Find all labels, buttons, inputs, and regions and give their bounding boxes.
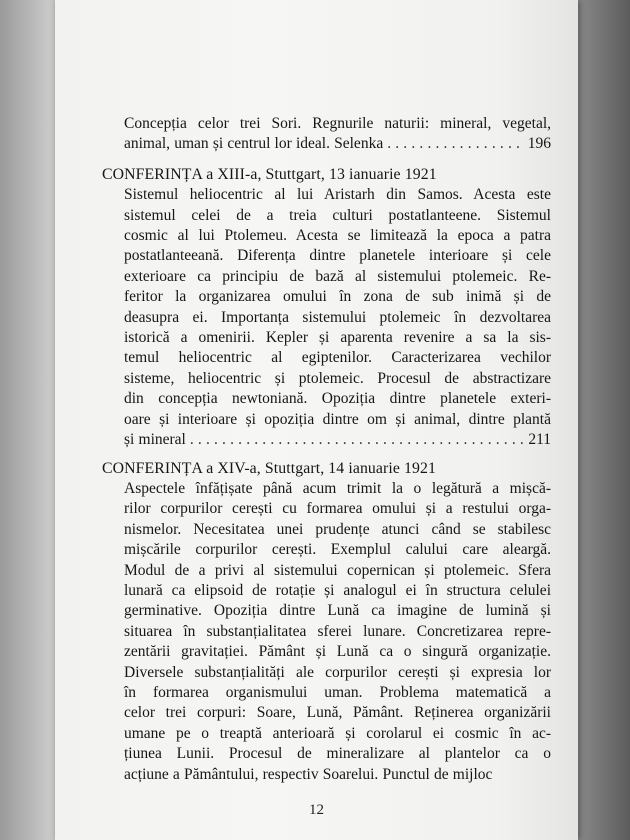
toc-entry bbox=[99, 114, 551, 155]
summary-line: mișcările corpurilor cerești. Exemplul calului care aleargă. bbox=[124, 541, 551, 559]
toc-entry bbox=[99, 459, 551, 786]
summary-line: nismelor. Necesitatea unei prudențe atunci când se stabilesc bbox=[124, 520, 551, 538]
table-of-contents bbox=[99, 114, 551, 793]
summary-line: temul heliocentric al egiptenilor. Caracterizarea vechilor bbox=[124, 349, 551, 367]
summary-last-line bbox=[124, 430, 551, 450]
leader-dots bbox=[190, 430, 524, 450]
summary-line: sistemul celei de a treia culturi postatlanteene. Sistemul bbox=[124, 206, 551, 224]
summary-line-text: și mineral bbox=[124, 431, 186, 449]
summary-line: umane pe o treaptă anterioară și corolarul ei cosmic în ac- bbox=[124, 724, 551, 742]
summary-line: situarea în substanțialitatea sferei lunare. Concretizarea repre- bbox=[124, 622, 551, 640]
summary-line: sisteme, heliocentric și ptolemeic. Procesul de abstractizare bbox=[124, 369, 551, 387]
summary-line: acțiune a Pământului, respectiv Soarelui. Punctul de mijloc bbox=[124, 765, 493, 783]
summary-line: lunară ca elipsoid de rotație și analogul ei în structura celulei bbox=[124, 581, 551, 599]
summary-line: cosmic al lui Ptolemeu. Acesta se limitează la epoca a patra bbox=[124, 227, 551, 245]
summary-line: Modul de a privi al sistemului copernican și ptolemeic. Sfera bbox=[124, 561, 551, 579]
toc-page-reference: 196 bbox=[527, 135, 551, 153]
summary-line: feritor la organizarea omului în zona de sub inimă și de bbox=[124, 288, 551, 306]
summary-line: postatlanteeană. Diferența dintre planetele interioare și cele bbox=[124, 247, 551, 265]
summary-line: rilor corpurilor cerești cu formarea omului și a restului orga- bbox=[124, 500, 551, 518]
toc-entry bbox=[99, 165, 551, 451]
toc-entry-heading: CONFERINȚA a XIII-a, Stuttgart, 13 ianuarie 1921 bbox=[102, 165, 437, 183]
summary-line: Aspectele înfățișate până acum trimit la o legătură a mișcă- bbox=[124, 479, 551, 497]
toc-entry-summary bbox=[99, 185, 551, 450]
summary-line: din concepția newtoniană. Opoziția dintre planetele exteri- bbox=[124, 390, 551, 408]
summary-line: Diversele substanțialități ale corpurilor cerești și expresia lor bbox=[124, 663, 551, 681]
toc-entry-summary bbox=[99, 479, 551, 785]
summary-line: oare și interioare și opoziția dintre om și animal, dintre plantă bbox=[124, 410, 551, 428]
summary-line: exterioare ca principiu de bază al sistemului ptolemeic. Re- bbox=[124, 267, 551, 285]
summary-line-text: animal, uman și centrul lor ideal. Selenka bbox=[124, 135, 384, 153]
summary-line: Sistemul heliocentric al lui Aristarh din Samos. Acesta este bbox=[124, 186, 551, 204]
summary-line: zentării gravitației. Pământ și Lună ca o singură organizație. bbox=[124, 643, 551, 661]
toc-page-reference: 211 bbox=[528, 431, 551, 449]
summary-line: țiunea Lunii. Procesul de mineralizare al plantelor ca o bbox=[124, 745, 551, 763]
leader-dots bbox=[387, 134, 524, 154]
summary-line: germinative. Opoziția dintre Lună ca imagine de lumină și bbox=[124, 602, 551, 620]
book-page bbox=[55, 0, 578, 840]
summary-line: în formarea organismului uman. Problema matematică a bbox=[124, 683, 551, 701]
summary-last-line bbox=[124, 134, 551, 154]
page-number: 12 bbox=[309, 802, 324, 818]
summary-line: Concepția celor trei Sori. Regnurile naturii: mineral, vegetal, bbox=[124, 115, 551, 132]
summary-line: celor trei corpuri: Soare, Lună, Pământ. Reținerea organizării bbox=[124, 704, 551, 722]
toc-entry-heading: CONFERINȚA a XIV-a, Stuttgart, 14 ianuarie 1921 bbox=[102, 459, 437, 477]
summary-line: istorică a omenirii. Kepler și aparenta revenire a sa la sis- bbox=[124, 329, 551, 347]
toc-entry-summary bbox=[99, 114, 551, 155]
summary-line: deasupra ei. Importanța sistemului ptolemeic în dezvoltarea bbox=[124, 308, 551, 326]
